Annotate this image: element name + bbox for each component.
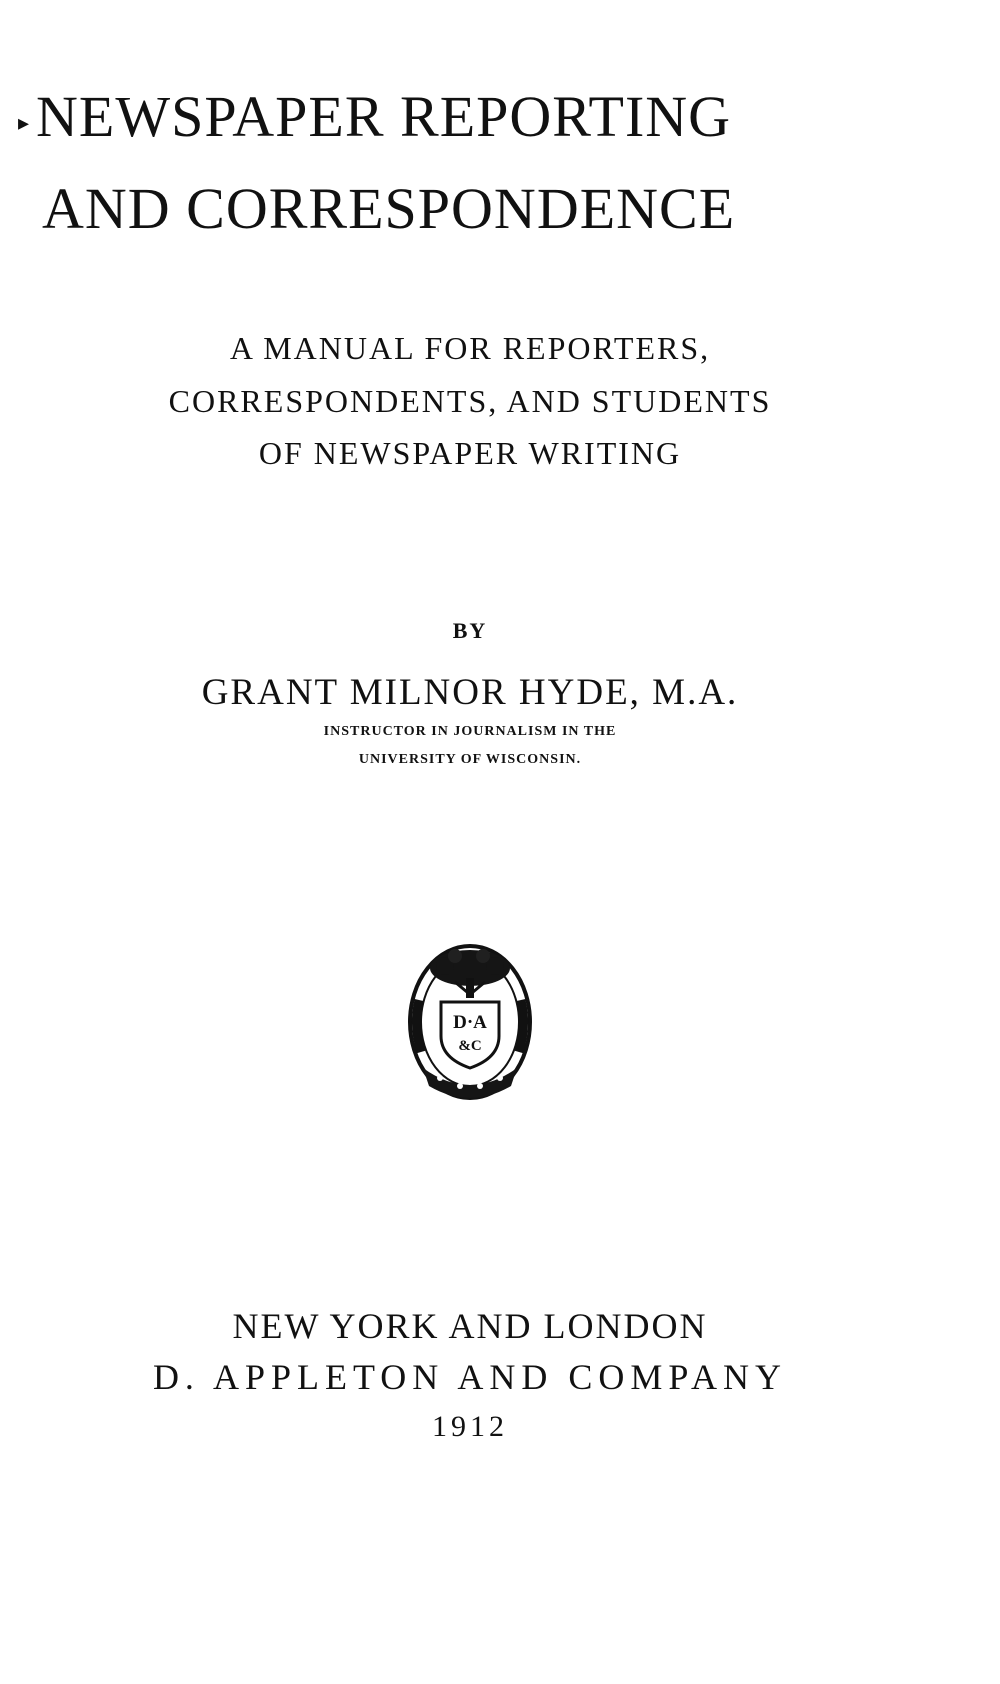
svg-text:D·A: D·A [453,1012,487,1033]
svg-text:&C: &C [458,1038,482,1054]
title-line-1 [18,84,732,149]
imprint-year: 1912 [432,1410,508,1443]
subtitle-line-2: CORRESPONDENTS, AND STUDENTS [168,383,772,419]
title-line-2-text: AND CORRESPONDENCE [42,176,736,241]
publisher-seal-icon [405,940,535,1100]
imprint-publisher: D. APPLETON AND COMPANY [152,1357,788,1397]
title-line-1-text: NEWSPAPER REPORTING [36,84,732,149]
author-role-line-2: UNIVERSITY OF WISCONSIN. [358,752,582,767]
subtitle-line-3: OF NEWSPAPER WRITING [258,435,682,471]
title-line-2 [42,176,736,241]
imprint-place: NEW YORK AND LONDON [232,1306,708,1346]
author-role-line-1: INSTRUCTOR IN JOURNALISM IN THE [323,724,617,739]
subtitle-line-1: A MANUAL FOR REPORTERS, [229,330,711,366]
ornament-bullet-icon: ▸ [18,109,31,135]
author-name: GRANT MILNOR HYDE, M.A. [201,672,739,713]
by-label: BY [452,618,488,643]
